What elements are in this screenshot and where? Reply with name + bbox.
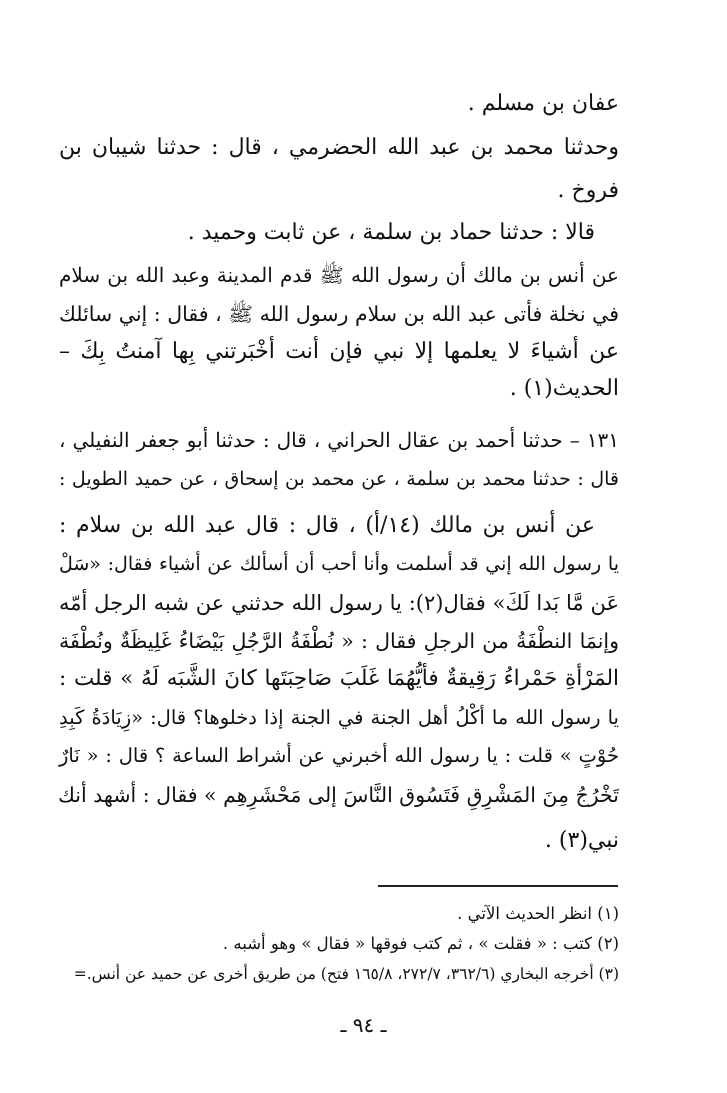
text-line: عَن مَّا بَدا لَكَ» فقال(٢): يا رسول الله حدثني عن شبه الرجل أمّه [59,591,619,615]
page-number: ـ ٩٤ ـ [340,1013,387,1037]
footnote: (٣) أخرجه البخاري (٣٦٢/٦، ٢٧٢/٧، ١٦٥/٨ فتح) من طريق أخرى عن حميد عن أنس.= [73,965,619,983]
text-line: عن أنس بن مالك (١٤/أ) ، قال : قال عبد الله بن سلام : [59,513,595,538]
footnote: (٢) كتب : « فقلت » ، ثم كتب فوقها « فقال » وهو أشبه . [222,934,619,953]
text-line: قال : حدثنا محمد بن سلمة ، عن محمد بن إسحاق ، عن حميد الطويل : [59,468,619,490]
text-line: حُوْتٍ » قلت : يا رسول الله أخبرني عن أشراط الساعة ؟ قال : « نَارٌ [59,744,619,767]
text-line: الحديث(١) . [509,376,619,401]
text-line: وحدثنا محمد بن عبد الله الحضرمي ، قال : حدثنا شيبان بن [59,135,619,160]
text-line: عن أشياءَ لا يعلمها إلا نبي فإن أنت أخْبَرتني بِها آمنتُ بِكَ – [59,339,619,364]
text-line: عن أنس بن مالك أن رسول الله ﷺ قدم المدينة وعبد الله بن سلام [59,263,619,287]
text-line: يا رسول الله ما أكْلُ أهل الجنة في الجنة إذا دخلوها؟ قال: «زِيَادَةُ كَبِدِ [59,706,619,729]
text-line: نبي(٣) . [544,828,619,853]
text-line: فروخ . [557,178,619,203]
text-line: في نخلة فأتى عبد الله بن سلام رسول الله ﷺ ، فقال : إني سائلك [59,302,619,326]
text-line: تَخْرُجُ مِنَ المَشْرِقِ فَتَسُوق النَّاسَ إلى مَحْشَرِهِم » فقال : أشهد أنك [57,783,619,807]
text-line: عفان بن مسلم . [467,91,619,116]
footnote: (١) انظر الحديث الآتي . [457,904,619,923]
text-line: ١٣١ – حدثنا أحمد بن عقال الحراني ، قال : حدثنا أبو جعفر النفيلي ، [59,428,619,452]
footnote-separator [378,885,618,887]
text-line: يا رسول الله إني قد أسلمت وأنا أحب أن أسألك عن أشياء فقال: «سَلْ [59,553,619,575]
text-line: وإنمَا النطْفَةُ من الرجلِ فقال : « نُطْفَةُ الرَّجُلِ بَيْضَاءُ غَلِيظَةٌ ونُطْفَة [59,629,619,653]
text-line: قالا : حدثنا حماد بن سلمة ، عن ثابت وحميد . [187,220,595,245]
text-line: المَرْأةِ حَمْراءُ رَقِيقةٌ فأيُّهُمَا غَلَبَ صَاحِبَتَها كانَ الشَّبَه لَهُ » قلت : [59,666,619,691]
